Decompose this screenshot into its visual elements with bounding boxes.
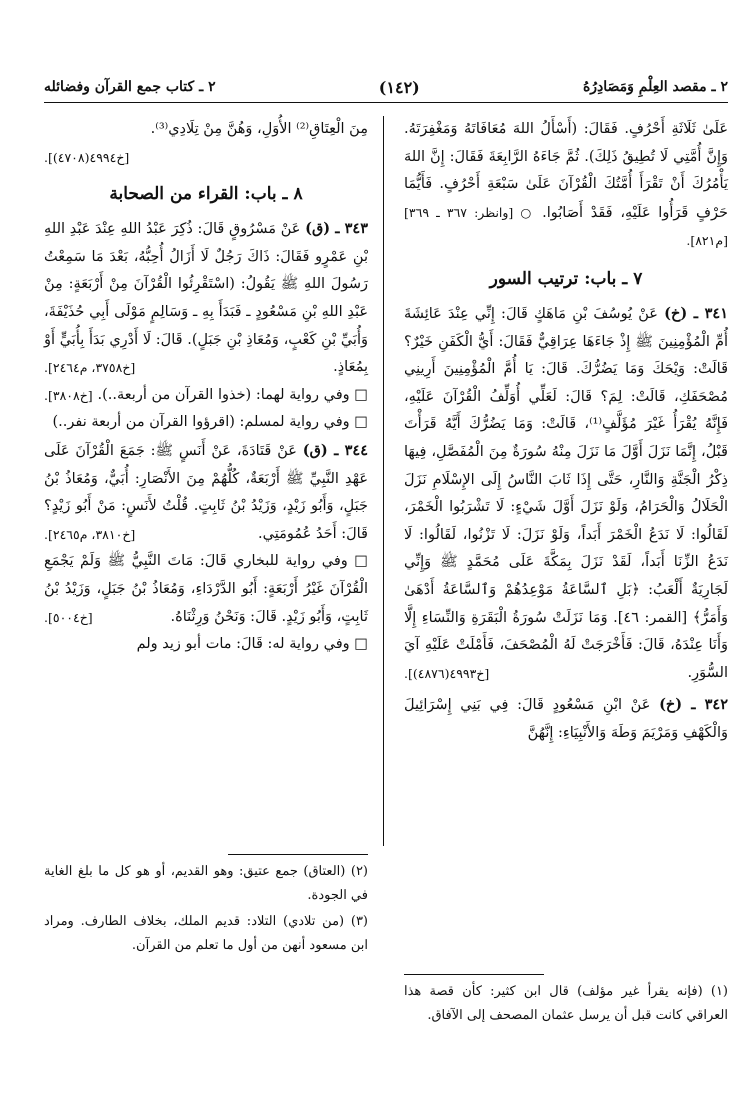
hadith-342-text: عَنْ ابْنِ مَسْعُودٍ قَالَ: فِي بَنِي إِسْرَائِيلَ وَالْكَهْفِ وَمَرْيَمَ وَطَهَ وَالأَنْبِيَاءِ: إِنَّهُنَّ bbox=[404, 697, 728, 741]
page-header bbox=[44, 72, 728, 103]
hadith-342 bbox=[404, 691, 728, 747]
header-chapter-left: ٢ ـ كتاب جمع القرآن وفضائله bbox=[44, 79, 216, 95]
hadith-341-ref: [خ٤٩٩٣(٤٨٧٦)]. bbox=[404, 665, 490, 681]
riwaya-1-ref: [خ٣٨٠٨]. bbox=[44, 387, 93, 403]
riwaya-2: □ وفي رواية لمسلم: (اقرؤوا القرآن من أربعة نفر..) bbox=[52, 414, 368, 431]
riwaya-1-text: □ وفي رواية لهما: (خذوا القرآن من أربعة..). bbox=[97, 386, 368, 403]
section-heading-7: ٧ ـ باب: ترتيب السور bbox=[489, 268, 643, 289]
hadith-343-number: ٣٤٣ ـ (ق) bbox=[305, 220, 368, 238]
hadith-341-number: ٣٤١ ـ (خ) bbox=[664, 304, 728, 322]
riwaya-3 bbox=[44, 548, 368, 631]
hadith-343 bbox=[44, 215, 368, 382]
riwaya-1 bbox=[44, 382, 368, 410]
footnotes-left bbox=[44, 860, 368, 960]
header-chapter-right: ٢ ـ مقصد العِلْمِ وَمَصَادِرُهُ bbox=[582, 79, 728, 95]
right-intro-ref-b: [م٨٢١]. bbox=[686, 233, 728, 249]
hadith-341-text: عَنْ يُوسُفَ بْنِ مَاهَكٍ قَالَ: إِنِّي عِنْدَ عَائِشَةَ أُمِّ الْمُؤْمِنِينَ ﷺ إِذْ جَاءَهَا عِرَاقِيٌّ فَقَالَ: أَيُّ الْكَفَنِ خَيْرٌ؟ قَالَتْ: وَيْحَكَ وَمَا يَضُرُّكَ. قَالَ: يَا أُمَّ الْمُؤْمِنِينَ أَرِينِي مُصْحَفَكِ، قَالَتْ: لِمَ؟ قَالَ: لَعَلِّي أُوَلِّفُ الْقُرْآنَ عَلَيْهِ، فَإِنَّهُ يُقْرَأُ غَيْرَ مُؤَلَّفٍ⁽¹⁾، قَالَتْ: وَمَا يَضُرُّكَ أَيَّهُ قَرَأْتَ قَبْلُ، إِنَّمَا نَزَلَ أَوَّلَ مَا نَزَلَ مِنْهُ سُورَةٌ مِنَ الْمُفَصَّلِ، فِيهَا ذِكْرُ الْجَنَّةِ وَالنَّارِ، حَتَّى إِذَا ثَابَ النَّاسُ إِلَى الإِسْلَامِ نَزَلَ الْحَلَالُ وَالْحَرَامُ، وَلَوْ نَزَلَ أَوَّلَ شَيْءٍ: لَا تَشْرَبُوا الْخَمْرَ، لَقَالُوا: لَا نَدَعُ الْخَمْرَ أَبَداً، وَلَوْ نَزَلَ: لَا تَزْنُوا، لَقَالُوا: لَا نَدَعُ الزِّنَا أَبَداً، لَقَدْ نَزَلَ بِمَكَّةَ عَلَى مُحَمَّدٍ ﷺ وَإِنِّي لَجَارِيَةٌ أَلْعَبُ: ﴿بَلِ ٱلسَّاعَةُ مَوْعِدُهُمْ وَٱلسَّاعَةُ أَدْهَىٰ وَأَمَرُّ﴾ [القمر: ٤٦]. وَمَا نَزَلَتْ سُورَةُ الْبَقَرَةِ وَالنِّسَاءِ إِلَّا وَأَنَا عِنْدَهُ، قَالَ: فَأَخْرَجَتْ لَهُ الْمُصْحَفَ، فَأَمْلَتْ عَلَيْهِ آيَ السُّوَرِ. bbox=[404, 305, 729, 681]
hadith-341 bbox=[404, 300, 728, 687]
page-number: (١٤٢) bbox=[378, 77, 420, 97]
hadith-344-ref: [خ٣٨١٠، م٢٤٦٥]. bbox=[44, 526, 136, 542]
left-intro bbox=[44, 116, 368, 144]
right-intro-text: عَلَىٰ ثَلَاثَةِ أَحْرُفٍ. فَقَالَ: (أَسْأَلُ اللهَ مُعَافَاتَهُ وَمَغْفِرَتَهُ. وَإِنَّ أُمَّتِي لَا تُطِيقُ ذَلِكَ). ثُمَّ جَاءَهُ الرَّابِعَةَ فَقَالَ: إِنَّ اللهَ يَأْمُرُكَ أَنْ تَقْرَأَ أُمَّتُكَ الْقُرْآنَ عَلَىٰ سَبْعَةِ أَحْرُفٍ. فَأَيُّمَا حَرْفٍ قَرَأُوا عَلَيْهِ، فَقَدْ أَصَابُوا. bbox=[404, 121, 729, 221]
footnote-rule-right bbox=[404, 974, 544, 975]
footnote-2: (٢) (العتاق) جمع عتيق: وهو القديم، أو هو كل ما بلغ الغاية في الجودة. bbox=[44, 864, 368, 903]
hadith-342-number: ٣٤٢ ـ (خ) bbox=[659, 696, 728, 714]
riwaya-4: □ وفي رواية له: قَالَ: مات أبو زيد ولم bbox=[136, 636, 368, 653]
riwaya-3-ref: [خ٥٠٠٤]. bbox=[44, 609, 93, 625]
left-column bbox=[44, 116, 368, 659]
footnote-1: (١) (فإنه يقرأ غير مؤلف) قال ابن كثير: كأن قصة هذا العراقي كانت قبل أن يرسل عثمان المصحف إلى الآفاق. bbox=[404, 984, 728, 1023]
footnotes-right bbox=[404, 980, 728, 1030]
hadith-344-text: عَنْ قَتَادَةَ، عَنْ أَنَسٍ ﷺ: جَمَعَ الْقُرْآنَ عَلَى عَهْدِ النَّبِيِّ ﷺ أَرْبَعَةٌ، كُلُّهُمْ مِنَ الأَنْصَارِ: أُبَيٌّ، وَمُعَاذُ بْنُ جَبَلٍ، وَأَبُو زَيْدٍ، وَزَيْدُ بْنُ ثَابِتٍ. قُلْتُ لأَنَسٍ: مَنْ أَبُو زَيْدٍ؟ قَالَ: أَحَدُ عُمُومَتِي. bbox=[44, 442, 368, 542]
right-column bbox=[404, 116, 728, 747]
section-heading-8: ٨ ـ باب: القراء من الصحابة bbox=[109, 184, 303, 205]
left-intro-ref: [خ٤٩٩٤(٤٧٠٨)]. bbox=[44, 149, 130, 165]
column-divider bbox=[383, 116, 384, 846]
hadith-343-text: عَنْ مَسْرُوقٍ قَالَ: ذُكِرَ عَبْدُ اللهِ عِنْدَ عَبْدِ اللهِ بْنِ عَمْرٍو فَقَالَ: ذَاكَ رَجُلٌ لَا أَزَالُ أُحِبُّهُ، بَعْدَ مَا سَمِعْتُ رَسُولَ اللهِ ﷺ يَقُولُ: (اسْتَقْرِئُوا الْقُرْآنَ مِنْ أَرْبَعَةٍ: مِنْ عَبْدِ اللهِ بْنِ مَسْعُودٍ ـ فَبَدَأَ بِهِ ـ وَسَالِمٍ مَوْلَى أَبِي حُذَيْفَةَ، وَأُبَيِّ بْنِ كَعْبٍ، وَمُعَاذِ بْنِ جَبَلٍ). قَالَ: لَا أَدْرِي بَدَأَ بِأُبَيٍّ أَوْ بِمُعَاذٍ. bbox=[44, 221, 368, 376]
footnote-3: (٣) (من تلادي) التلاد: قديم الملك، بخلاف الطارف. ومراد ابن مسعود أنهن من أول ما تعلم من القرآن. bbox=[44, 914, 368, 953]
hadith-344 bbox=[44, 437, 368, 548]
footnote-rule-left bbox=[228, 854, 368, 855]
book-page bbox=[44, 72, 728, 1082]
left-intro-text: مِنَ الْعِتَاقِ⁽²⁾ الأُوَلِ، وَهُنَّ مِنْ تِلَادِي⁽³⁾. bbox=[150, 121, 368, 137]
right-intro bbox=[404, 116, 728, 256]
hadith-344-number: ٣٤٤ ـ (ق) bbox=[302, 441, 369, 459]
right-intro-ref-a: ○ [وانظر: ٣٦٧ ـ ٣٦٩] bbox=[404, 204, 535, 220]
riwaya-3-text: □ وفي رواية للبخاري قَالَ: مَاتَ النَّبِيُّ ﷺ وَلَمْ يَجْمَعِ الْقُرْآنَ غَيْرُ أَرْبَعَةٍ: أَبُو الدَّرْدَاءِ، وَمُعَاذُ بْنُ جَبَلٍ، وَزَيْدُ بْنُ ثَابِتٍ، وَأَبُو زَيْدٍ. قَالَ: وَنَحْنُ وَرِثْنَاهُ. bbox=[44, 553, 368, 625]
hadith-343-ref: [خ٣٧٥٨، م٢٤٦٤]. bbox=[44, 360, 136, 376]
